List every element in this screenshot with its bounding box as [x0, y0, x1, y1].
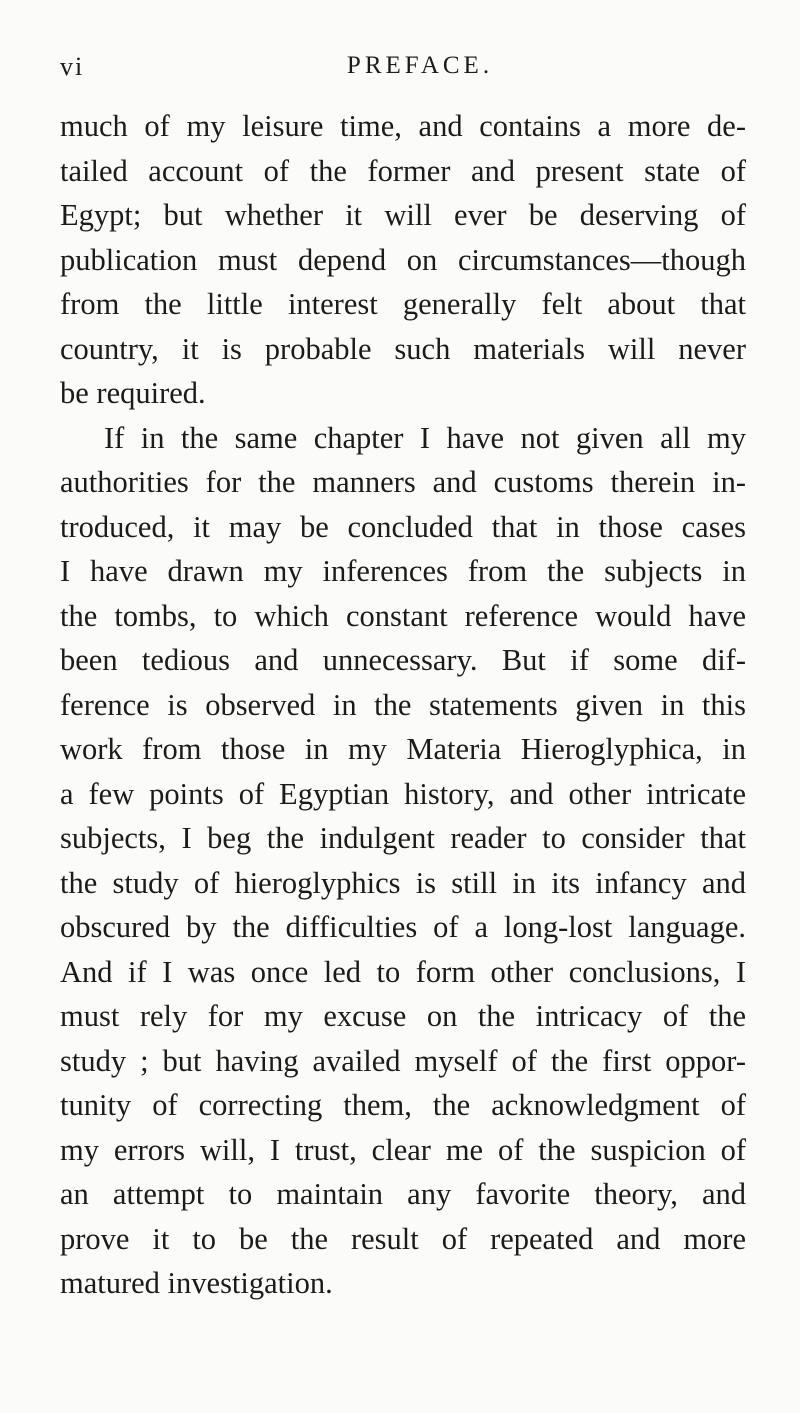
text-line: work from those in my Materia Hieroglyphica, in — [60, 732, 746, 766]
text-line: prove it to be the result of repeated and more — [60, 1221, 746, 1256]
paragraph-start-line: If in the same chapter I have not given all my — [104, 420, 746, 455]
page-number: vi — [60, 52, 85, 81]
text-line: study ; but having availed myself of the first oppor- — [60, 1043, 746, 1078]
text-line: publication must depend on circumstances—though — [60, 242, 746, 277]
text-line: country, it is probable such materials will never — [60, 331, 746, 366]
text-line: a few points of Egyptian history, and other intricate — [60, 776, 746, 811]
text-line: the study of hieroglyphics is still in its infancy and — [60, 865, 746, 900]
paragraph-end-line: matured investigation. — [60, 1266, 333, 1300]
text-line: from the little interest generally felt about that — [60, 287, 746, 321]
body-text — [60, 104, 746, 1306]
text-line: been tedious and unnecessary. But if some dif- — [60, 643, 746, 677]
text-line: authorities for the manners and customs therein in- — [60, 465, 746, 499]
text-line: my errors will, I trust, clear me of the suspicion of — [60, 1132, 746, 1167]
text-line: tunity of correcting them, the acknowledgment of — [60, 1088, 746, 1122]
paragraph-end-line: be required. — [60, 376, 206, 410]
text-line: Egypt; but whether it will ever be deserving of — [60, 198, 746, 232]
text-line: an attempt to maintain any favorite theory, and — [60, 1177, 746, 1211]
text-line: troduced, it may be concluded that in those cases — [60, 509, 746, 544]
text-line: And if I was once led to form other conclusions, I — [60, 954, 746, 989]
text-line: much of my leisure time, and contains a more de- — [60, 109, 746, 143]
running-head-title: PREFACE. — [346, 52, 494, 79]
text-line: I have drawn my inferences from the subjects in — [60, 554, 746, 588]
text-line: subjects, I beg the indulgent reader to consider that — [60, 821, 746, 855]
text-line: the tombs, to which constant reference would have — [60, 598, 746, 633]
text-line: tailed account of the former and present state of — [60, 153, 746, 188]
text-line: must rely for my excuse on the intricacy of the — [60, 999, 746, 1033]
text-line: ference is observed in the statements given in this — [60, 687, 746, 722]
text-line: obscured by the difficulties of a long-lost language. — [60, 910, 746, 944]
running-head — [60, 52, 740, 92]
